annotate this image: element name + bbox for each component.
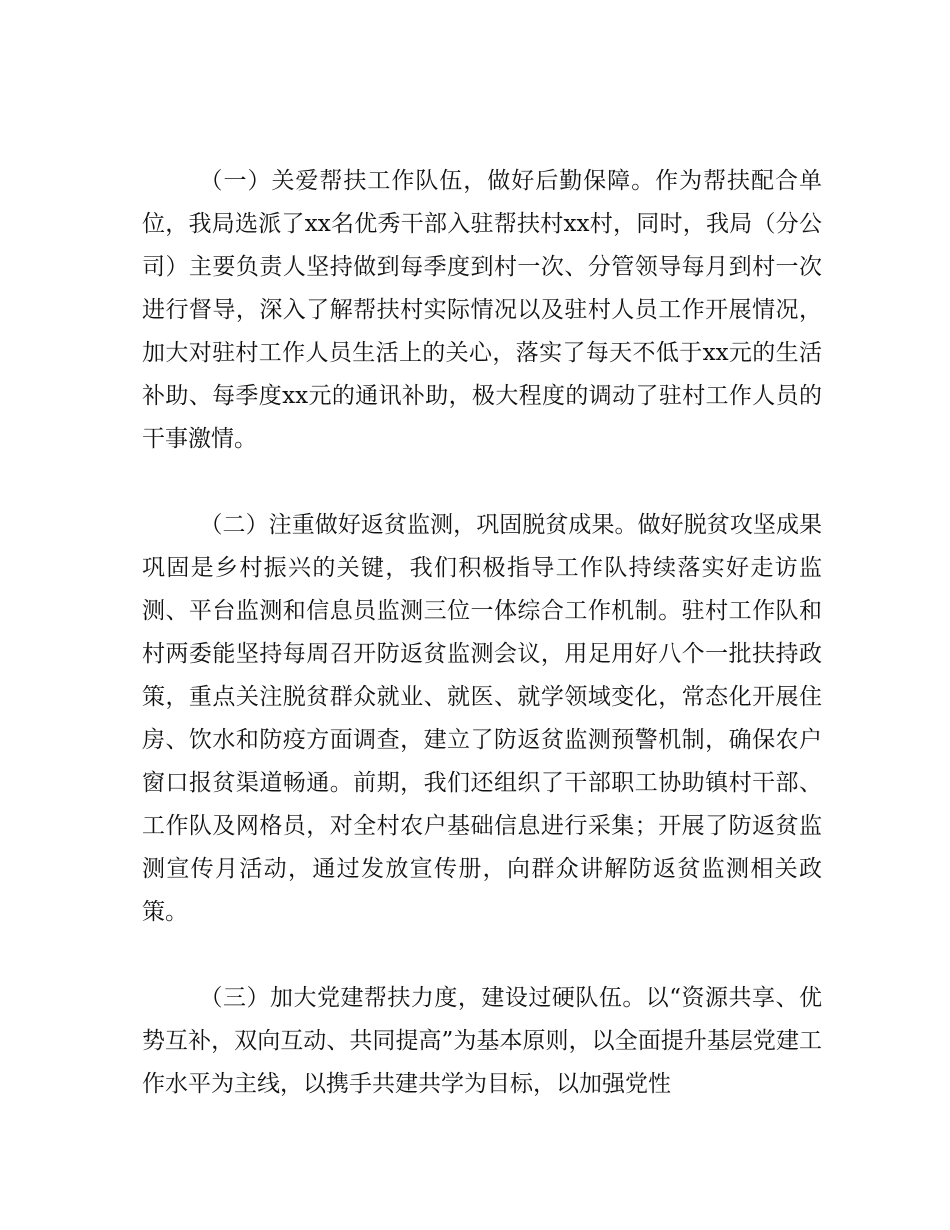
paragraph-spacer xyxy=(142,461,822,504)
paragraph-logistics-support: （一）关爱帮扶工作队伍，做好后勤保障。作为帮扶配合单位，我局选派了xx名优秀干部入驻帮扶村xx村，同时，我局（分公司）主要负责人坚持做到每季度到村一次、分管领导每月到村一次进行督导，深入了解帮扶村实际情况以及驻村人员工作开展情况，加大对驻村工作人员生活上的关心，落实了每天不低于xx元的生活补助、每季度xx元的通讯补助，极大程度的调动了驻村工作人员的干事激情。 xyxy=(142,168,822,452)
document-body xyxy=(142,160,822,1106)
paragraph-party-building: （三）加大党建帮扶力度，建设过硬队伍。以“资源共享、优势互补，双向互动、共同提高”为基本原则，以全面提升基层党建工作水平为主线，以携手共建共学为目标，以加强党性 xyxy=(142,985,822,1097)
paragraph-spacer xyxy=(142,934,822,977)
paragraph-poverty-monitoring: （二）注重做好返贫监测，巩固脱贫成果。做好脱贫攻坚成果巩固是乡村振兴的关键，我们积极指导工作队持续落实好走访监测、平台监测和信息员监测三位一体综合工作机制。驻村工作队和村两委能坚持每周召开防返贫监测会议，用足用好八个一批扶持政策，重点关注脱贫群众就业、就医、就学领域变化，常态化开展住房、饮水和防疫方面调查，建立了防返贫监测预警机制，确保农户窗口报贫渠道畅通。前期，我们还组织了干部职工协助镇村干部、工作队及网格员，对全村农户基础信息进行采集；开展了防返贫监测宣传月活动，通过发放宣传册，向群众讲解防返贫监测相关政策。 xyxy=(142,512,822,925)
